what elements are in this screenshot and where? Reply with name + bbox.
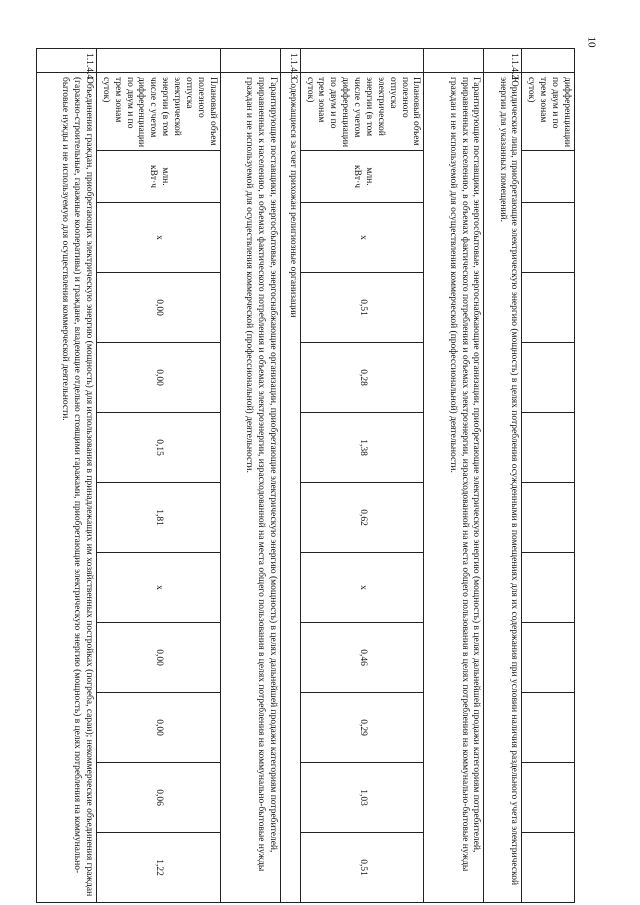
value-cell: x <box>97 203 221 273</box>
unit-cell-empty <box>522 151 575 203</box>
value-cell: 0,06 <box>97 763 221 833</box>
table-row <box>300 49 424 903</box>
value-cell: 0,00 <box>97 273 221 343</box>
value-cell: x <box>300 203 424 273</box>
value-cell: 0,51 <box>300 273 424 343</box>
tariff-table <box>36 48 575 903</box>
section-code: 1.1.4.2 <box>484 49 522 73</box>
value-cell: 1,03 <box>300 763 424 833</box>
section-text: Гарантирующие поставщики, энергосбытовые, энергоснабжающие организации, приобретающие электрическую энергию (мощность) в целях дальнейшей продажи категориям потребителей, приравненных к населению, в объемах фактического потребления и объемах электроэнергии, израсходованной на места общего пользования в целях потребления на коммунально-бытовые нужды граждан и не используемой для осуществления коммерческой (профессиональной) деятельности. <box>424 73 484 903</box>
section-text: Гарантирующие поставщики, энергосбытовые, энергоснабжающие организации, приобретающие электрическую энергию (мощность) в целях дальнейшей продажи категориям потребителей, приравненных к населению, в объемах фактического потребления и объемах электроэнергии, израсходованной на места общего пользования в целях потребления на коммунально-бытовые нужды граждан и не используемой для осуществления коммерческой (профессиональной) деятельности. <box>220 73 280 903</box>
section-code: 1.1.4.3 <box>280 49 300 73</box>
unit-cell: млн. кВт·ч <box>97 151 221 203</box>
value-cell: 0,00 <box>97 693 221 763</box>
value-cell: 0,51 <box>300 833 424 903</box>
value-cell: 0,00 <box>97 623 221 693</box>
page-number: 10 <box>585 36 598 48</box>
row-code-empty <box>522 49 575 73</box>
section-title: Юридические лица, приобретающие электрическую энергию (мощность) в целях потребления осужденными в помещениях для их содержания при условии наличия раздельного учета электрической энергии для указанных помещений. <box>484 73 522 903</box>
section-text-row <box>220 49 280 903</box>
section-code: 1.1.4.4 <box>37 49 97 73</box>
table-row <box>522 49 575 903</box>
row-label: дифференциации по двум и по трем зонам суток) <box>522 73 575 151</box>
tariff-table-rotated <box>55 48 575 903</box>
row-label: Плановый объем полезного отпуска электрической энергии (в том числе с учетом дифференциации по двум и по трем зонам суток) <box>300 73 424 151</box>
section-text-row <box>424 49 484 903</box>
value-cell: 0,62 <box>300 483 424 553</box>
value-cell: 0,15 <box>97 413 221 483</box>
unit-cell: млн. кВт·ч <box>300 151 424 203</box>
section-title: Объединения граждан, приобретающих электрическую энергию (мощность) для использования в принадлежащих им хозяйственных постройках (погреба, сараи); некоммерческие объединения граждан (гаражно-строительные, гаражные кооперативы) и граждане, владеющие отдельно стоящими гаражами, приобретающие электрическую энергию (мощность) в целях потребления на коммунально-бытовые нужды и не используемую для осуществления коммерческой деятельности. <box>37 73 97 903</box>
value-cell: 0,00 <box>97 343 221 413</box>
section-title-row <box>280 49 300 903</box>
value-cell: x <box>97 553 221 623</box>
value-cell: 1,81 <box>97 483 221 553</box>
section-title-row <box>484 49 522 903</box>
value-cell: 0,46 <box>300 623 424 693</box>
section-title-row <box>37 49 97 903</box>
value-cell: 1,22 <box>97 833 221 903</box>
value-cell: 0,29 <box>300 693 424 763</box>
section-title: Содержащиеся за счет прихожан религиозные организации <box>280 73 300 903</box>
row-label: Плановый объем полезного отпуска электрической энергии (в том числе с учетом дифференциации по двум и по трем зонам суток) <box>97 73 221 151</box>
value-cell: 0,28 <box>300 343 424 413</box>
value-cell: 1,38 <box>300 413 424 483</box>
value-cell: x <box>300 553 424 623</box>
table-row <box>97 49 221 903</box>
